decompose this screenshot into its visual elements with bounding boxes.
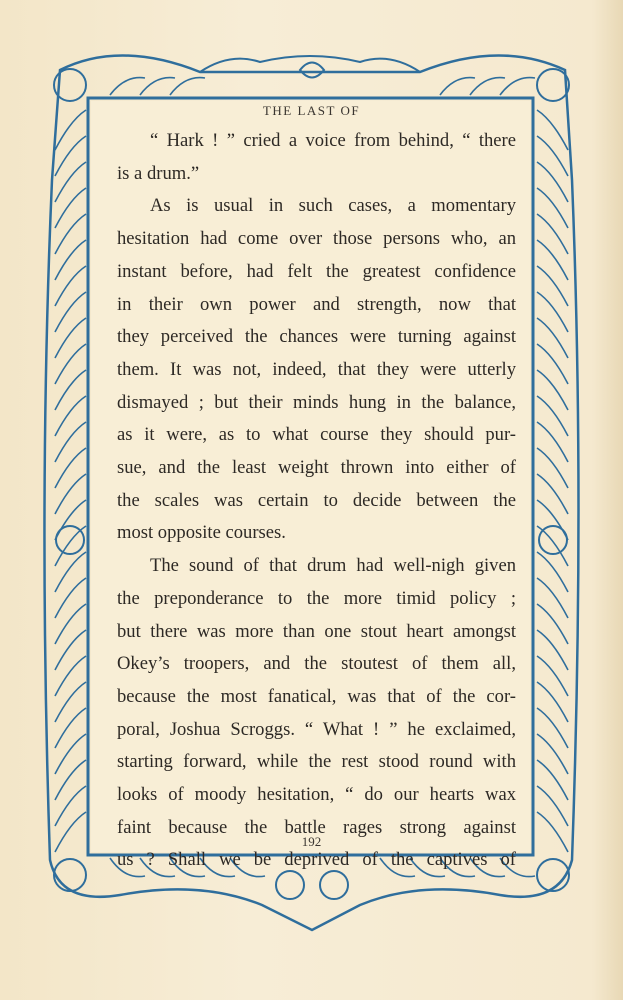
text-line: because the most fanatical, was that of the cor- bbox=[117, 685, 516, 707]
text-line: as it were, as to what course they should pur- bbox=[117, 424, 516, 446]
text-line: most opposite courses. bbox=[117, 522, 286, 544]
text-line: “ Hark ! ” cried a voice from behind, “ there bbox=[150, 130, 516, 151]
text-line: the preponderance to the more timid policy ; bbox=[117, 587, 516, 609]
text-line: them. It was not, indeed, that they were utterly bbox=[117, 358, 516, 380]
text-line: instant before, had felt the greatest confidence bbox=[117, 260, 516, 282]
text-line: The sound of that drum had well-nigh given bbox=[150, 555, 516, 577]
text-line: faint because the battle rages strong against bbox=[117, 816, 516, 838]
page-number: 192 bbox=[301, 834, 322, 849]
text-line: sue, and the least weight thrown into either of bbox=[117, 457, 516, 478]
running-head: THE LAST OF bbox=[262, 103, 361, 118]
text-line: As is usual in such cases, a momentary bbox=[150, 195, 516, 217]
text-line: poral, Joshua Scroggs. “ What ! ” he exclaimed, bbox=[117, 718, 516, 740]
text-line: they perceived the chances were turning against bbox=[117, 326, 516, 348]
text-line: hesitation had come over those persons who, an bbox=[117, 228, 516, 250]
text-line: Okey’s troopers, and the stoutest of them all, bbox=[117, 653, 516, 675]
text-line: dismayed ; but their minds hung in the balance, bbox=[117, 391, 516, 413]
text-line: looks of moody hesitation, “ do our hearts wax bbox=[117, 784, 516, 805]
text-line: starting forward, while the rest stood round with bbox=[117, 751, 516, 773]
text-line: the scales was certain to decide between the bbox=[117, 489, 516, 511]
text-line: but there was more than one stout heart amongst bbox=[117, 620, 516, 642]
text-line: is a drum.” bbox=[117, 162, 200, 184]
text-line: in their own power and strength, now that bbox=[117, 293, 516, 315]
text-line: us ? Shall we be deprived of the captives of bbox=[117, 849, 516, 871]
